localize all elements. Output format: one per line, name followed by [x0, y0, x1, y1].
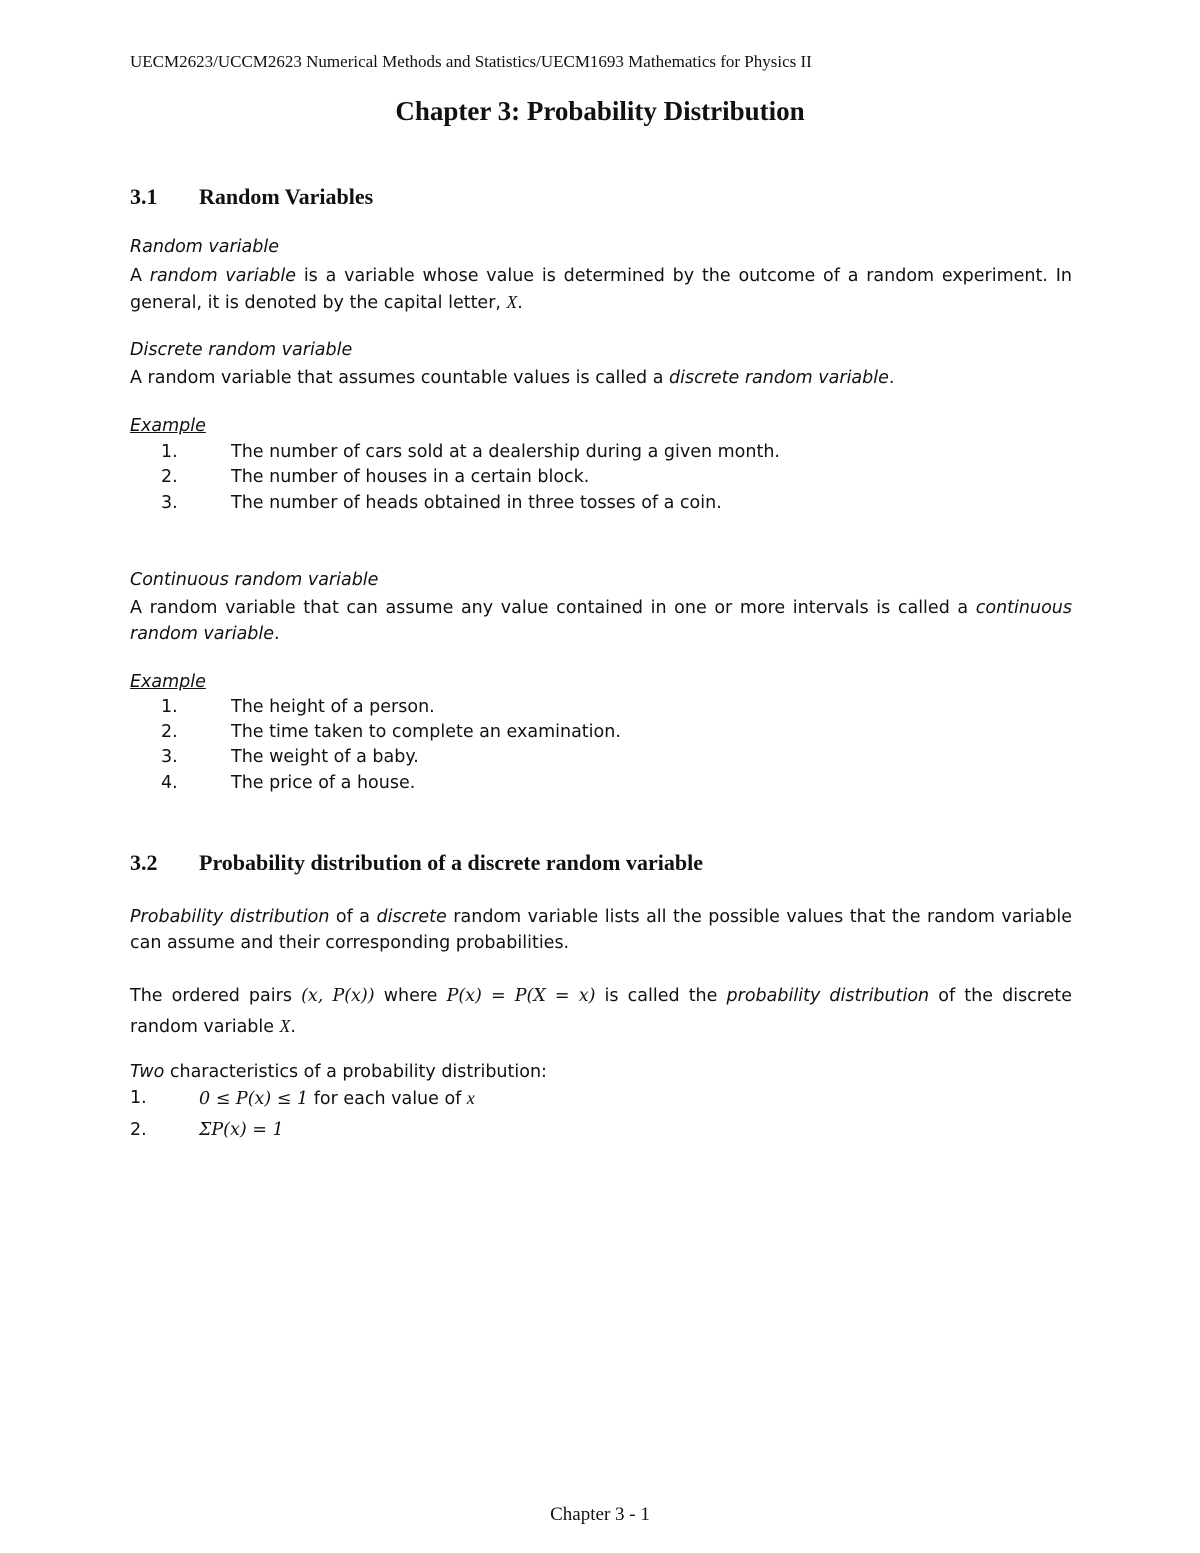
list-item-number: 2.	[130, 1120, 147, 1140]
random-variable-definition: A random variable is a variable whose value is determined by the outcome of a random experiment. In general, it is denoted by the capital letter, X.	[130, 266, 1072, 313]
probability-distribution-definition: Probability distribution of a discrete random variable lists all the possible values that the random variable can assume and their corresponding probabilities.	[130, 907, 1072, 953]
characteristic-1: 0 ≤ P(x) ≤ 1 for each value of x	[199, 1088, 475, 1109]
list-item: The number of cars sold at a dealership during a given month.	[231, 442, 780, 462]
term-discrete-random-variable: discrete random variable	[669, 368, 889, 388]
continuous-heading: Continuous random variable	[130, 570, 379, 590]
list-item-number: 3.	[161, 493, 178, 513]
list-item-number: 1.	[161, 442, 178, 462]
discrete-heading: Discrete random variable	[130, 340, 353, 360]
course-header: UECM2623/UCCM2623 Numerical Methods and Statistics/UECM1693 Mathematics for Physics II	[130, 52, 812, 71]
continuous-definition: A random variable that can assume any value contained in one or more intervals is called a continuous random variable.	[130, 598, 1072, 644]
list-item-number: 3.	[161, 747, 178, 767]
list-item: The time taken to complete an examination.	[231, 722, 621, 742]
ordered-pairs-definition: The ordered pairs (x, P(x)) where P(x) = P(X = x) is called the probability distribution of the discrete random variable X.	[130, 986, 1073, 1037]
discrete-definition: A random variable that assumes countable values is called a discrete random variable.	[130, 368, 895, 388]
list-item: The number of heads obtained in three tosses of a coin.	[231, 493, 722, 513]
section-3-2-title: Probability distribution of a discrete random variable	[199, 850, 703, 875]
list-item: The price of a house.	[231, 773, 416, 793]
continuous-example-label: Example	[130, 672, 206, 692]
chapter-title: Chapter 3: Probability Distribution	[395, 96, 805, 126]
list-item-number: 2.	[161, 722, 178, 742]
list-item: The height of a person.	[231, 697, 435, 717]
probability-range-expression: 0 ≤ P(x) ≤ 1	[199, 1089, 309, 1109]
probability-equation: P(x) = P(X = x)	[446, 986, 596, 1006]
list-item-number: 1.	[161, 697, 178, 717]
term-random-variable: random variable	[149, 266, 297, 286]
list-item: The number of houses in a certain block.	[231, 467, 590, 487]
characteristic-2	[199, 1120, 284, 1140]
list-item-number: 2.	[161, 467, 178, 487]
random-variable-heading: Random variable	[130, 237, 279, 257]
term-continuous-random-variable: continuous random variable	[130, 598, 1072, 644]
section-3-1-number: 3.1	[130, 184, 158, 209]
ordered-pair-expression: (x, P(x))	[301, 986, 375, 1006]
list-item-number: 1.	[130, 1088, 147, 1108]
section-3-2-number: 3.2	[130, 850, 158, 875]
page-footer: Chapter 3 - 1	[550, 1504, 650, 1525]
list-item: The weight of a baby.	[231, 747, 419, 767]
probability-sum-expression: ΣP(x) = 1	[199, 1120, 284, 1140]
discrete-example-label: Example	[130, 416, 206, 436]
list-item-number: 4.	[161, 773, 178, 793]
characteristics-lead: Two characteristics of a probability distribution:	[130, 1062, 547, 1082]
section-3-1-title: Random Variables	[199, 184, 374, 209]
